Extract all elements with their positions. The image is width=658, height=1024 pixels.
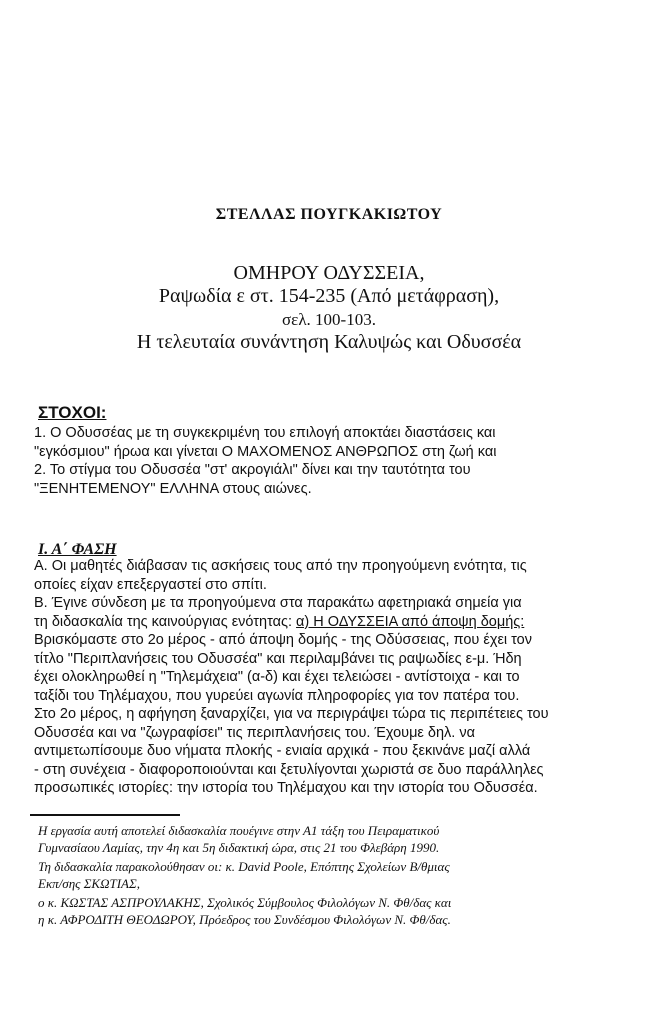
title-line-1: ΟΜΗΡΟΥ ΟΔΥΣΣΕΙΑ, <box>233 262 425 284</box>
body-line: οποίες είχαν επεξεργαστεί στο σπίτι. <box>34 576 267 593</box>
title-line-3: σελ. 100-103. <box>282 310 376 329</box>
title-line-2: Ραψωδία ε στ. 154-235 (Από μετάφραση), <box>158 285 500 307</box>
body-line: έχει ολοκληρωθεί η "Τηλεμάχεια" (α-δ) και έχει τελειώσει - αντίστοιχα - και το <box>34 669 520 685</box>
body-line: προσωπικές ιστορίες: την ιστορία του Τηλέμαχου και την ιστορία του Οδυσσέα. <box>34 780 538 796</box>
body-line: Οδυσσέα και να "ζωγραφίσει" τις περιπλανήσεις του. Έχουμε δηλ. να <box>34 724 475 741</box>
goal-line: "εγκόσμιου" ήρωα και γίνεται Ο ΜΑΧΟΜΕΝΟΣ ΑΝΘΡΩΠΟΣ στη ζωή και <box>34 443 497 460</box>
body-line-text: τη διδασκαλία της καινούργιας ενότητας: <box>34 613 297 630</box>
body-line: ταξίδι του Τηλέμαχου, που γυρεύει αγωνία πληροφορίες για τον πατέρα του. <box>34 687 520 704</box>
phase-body <box>34 557 619 798</box>
underlined-subheading: α) Η ΟΔΥΣΣΕΙΑ από άποψη δομής: <box>296 613 525 630</box>
goals-heading: ΣΤΟΧΟΙ: <box>38 403 107 422</box>
body-line <box>34 613 619 632</box>
footnote-line: Γυμνασίαου Λαμίας, την 4η και 5η διδακτική ώρα, στις 21 του Φλεβάρη 1990. <box>38 840 440 855</box>
footnotes <box>38 822 618 928</box>
footnote-divider <box>30 814 180 816</box>
body-line: Βρισκόμαστε στο 2ο μέρος - από άποψη δομής - της Οδύσσειας, που έχει τον <box>34 632 532 648</box>
author-name: ΣΤΕΛΛΑΣ ΠΟΥΓΚΑΚΙΩΤΟΥ <box>215 206 443 223</box>
title-line-4: Η τελευταία συνάντηση Καλυψώς και Οδυσσέα <box>136 331 522 353</box>
goal-line: 1. Ο Οδυσσέας με τη συγκεκριμένη του επιλογή αποκτάει διαστάσεις και <box>34 425 496 441</box>
goal-line: 2. Το στίγμα του Οδυσσέα "στ' ακρογιάλι" δίνει και την ταυτότητα του <box>34 462 471 478</box>
footnote-line: Η εργασία αυτή αποτελεί διδασκαλία πουέγινε στην Α1 τάξη του Πειραματικού <box>38 823 440 838</box>
footnote-line: Εκπ/σης ΣΚΩΤΙΑΣ, <box>38 876 140 891</box>
body-line: τίτλο "Περιπλανήσεις του Οδυσσέα" και περιλαμβάνει τις ραψωδίες ε-μ. Ήδη <box>34 650 522 667</box>
body-line: αντιμετωπίσουμε δυο νήματα πλοκής - ενιαία αρχικά - που ξεκινάνε μαζί αλλά <box>34 743 531 759</box>
footnote-line: ο κ. ΚΩΣΤΑΣ ΑΣΠΡΟΥΛΑΚΗΣ, Σχολικός Σύμβουλος Φιλολόγων Ν. Φθ/δας και <box>38 895 452 910</box>
body-line: Α. Οι μαθητές διάβασαν τις ασκήσεις τους από την προηγούμενη ενότητα, τις <box>34 558 527 574</box>
phase-heading: Ι. Α΄ ΦΑΣΗ <box>38 541 117 558</box>
footnote-line: η κ. ΑΦΡΟΔΙΤΗ ΘΕΟΔΩΡΟΥ, Πρόεδρος του Συνδέσμου Φιλολόγων Ν. Φθ/δας. <box>38 912 451 927</box>
body-line: Β. Έγινε σύνδεση με τα προηγούμενα στα παρακάτω αφετηριακά σημεία για <box>34 595 522 611</box>
body-line: Στο 2ο μέρος, η αφήγηση ξαναρχίζει, για να περιγράψει τώρα τις περιπέτειες του <box>34 706 549 722</box>
goal-line: "ΞΕΝΗΤΕΜΕΝΟΥ" ΕΛΛΗΝΑ στους αιώνες. <box>34 480 312 497</box>
title-block <box>0 262 658 354</box>
body-line: - στη συνέχεια - διαφοροποιούνται και ξετυλίγονται χωριστά σε δυο παράλληλες <box>34 761 544 778</box>
goals-list <box>34 424 614 498</box>
footnote-line: Τη διδασκαλία παρακολούθησαν οι: κ. David Poole, Επόπτης Σχολείων Β/θμιας <box>38 859 450 874</box>
